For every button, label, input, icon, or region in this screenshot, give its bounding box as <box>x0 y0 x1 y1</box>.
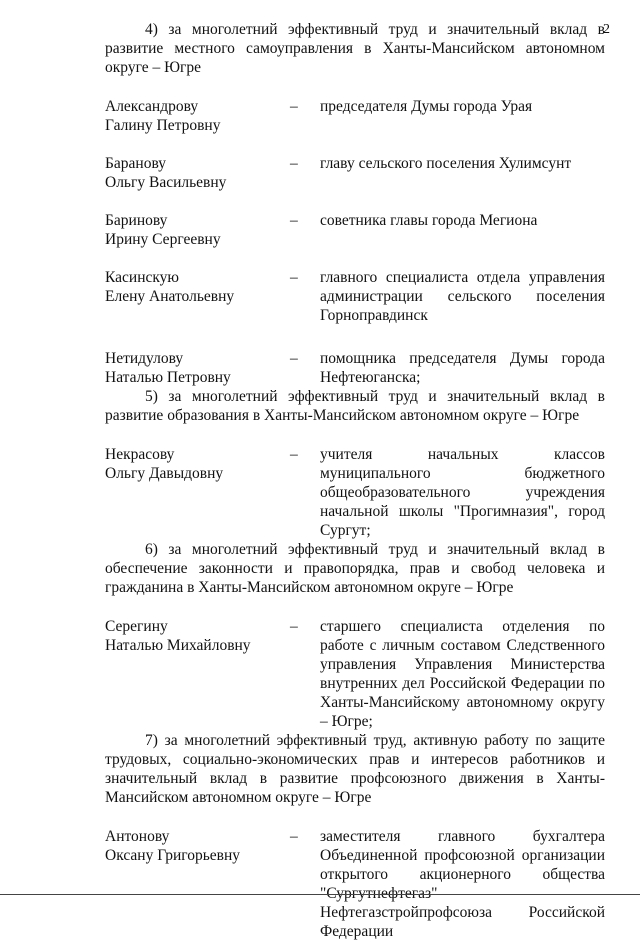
position-text: заместителя главного бухгалтера Объединенной профсоюзной организации открытого акционерного общества "Сургутнефтегаз" Нефтегазстройпрофсоюза Российской Федерации <box>320 828 605 940</box>
dash: – <box>290 98 298 115</box>
section-4-heading: 4) за многолетний эффективный труд и значительный вклад в развитие местного самоуправления в Ханты-Мансийском автономном округе – Югре <box>105 21 605 76</box>
given-names: Галину Петровну <box>105 117 221 134</box>
position-text: старшего специалиста отделения по работе с личным составом Следственного управления Управления Министерства внутренних дел Российской Федерации по Ханты-Мансийскому автономному округу – Югре; <box>320 618 605 730</box>
position-text: главного специалиста отдела управления администрации сельского поселения Горноправдинск <box>320 269 605 324</box>
award-entry <box>105 445 605 540</box>
award-entry <box>105 97 605 135</box>
dash: – <box>290 155 298 172</box>
person-name <box>105 827 290 865</box>
award-entry <box>105 617 605 731</box>
person-name <box>105 617 290 655</box>
person-name <box>105 445 290 483</box>
given-names: Ольгу Васильевну <box>105 174 227 191</box>
surname: Серегину <box>105 618 168 635</box>
given-names: Ольгу Давыдовну <box>105 465 224 482</box>
footer-rule <box>0 894 640 895</box>
surname: Некрасову <box>105 446 175 463</box>
dash: – <box>290 212 298 229</box>
surname: Баранову <box>105 155 166 172</box>
given-names: Ирину Сергеевну <box>105 231 221 248</box>
surname: Касинскую <box>105 269 180 286</box>
person-name <box>105 349 290 387</box>
dash: – <box>290 350 298 367</box>
award-entry <box>105 154 605 192</box>
dash: – <box>290 269 298 286</box>
award-entry <box>105 211 605 249</box>
surname: Нетидулову <box>105 350 184 367</box>
person-name <box>105 97 290 135</box>
section-7-heading: 7) за многолетний эффективный труд, активную работу по защите трудовых, социально-экономических прав и интересов работников и значительный вклад в развитие профсоюзного движения в Ханты-Мансийском автономном округе – Югре <box>105 732 605 806</box>
surname: Александрову <box>105 98 199 115</box>
position-text: помощника председателя Думы города Нефтеюганска; <box>320 350 605 386</box>
position-text: советника главы города Мегиона <box>320 212 538 229</box>
section-5-heading: 5) за многолетний эффективный труд и значительный вклад в развитие образования в Ханты-Мансийском автономном округе – Югре <box>105 388 605 424</box>
position-text: главу сельского поселения Хулимсунт <box>320 155 572 172</box>
section-6-heading: 6) за многолетний эффективный труд и значительный вклад в обеспечение законности и правопорядка, прав и свобод человека и гражданина в Ханты-Мансийском автономном округе – Югре <box>105 541 605 596</box>
given-names: Наталью Петровну <box>105 369 231 386</box>
person-name <box>105 268 290 306</box>
given-names: Наталью Михайловну <box>105 637 251 654</box>
award-entry <box>105 349 605 387</box>
surname: Баринову <box>105 212 168 229</box>
position-text: учителя начальных классов муниципального бюджетного общеобразовательного учреждения начальной школы "Прогимназия", город Сургут; <box>320 446 605 539</box>
given-names: Оксану Григорьевну <box>105 847 241 864</box>
award-entry <box>105 268 605 325</box>
surname: Антонову <box>105 828 170 845</box>
page-number: 2 <box>603 22 610 37</box>
award-entry <box>105 827 605 941</box>
person-name <box>105 211 290 249</box>
document-body <box>105 20 605 941</box>
given-names: Елену Анатольевну <box>105 288 235 305</box>
person-name <box>105 154 290 192</box>
dash: – <box>290 446 298 463</box>
dash: – <box>290 828 298 845</box>
dash: – <box>290 618 298 635</box>
position-text: председателя Думы города Урая <box>320 98 533 115</box>
